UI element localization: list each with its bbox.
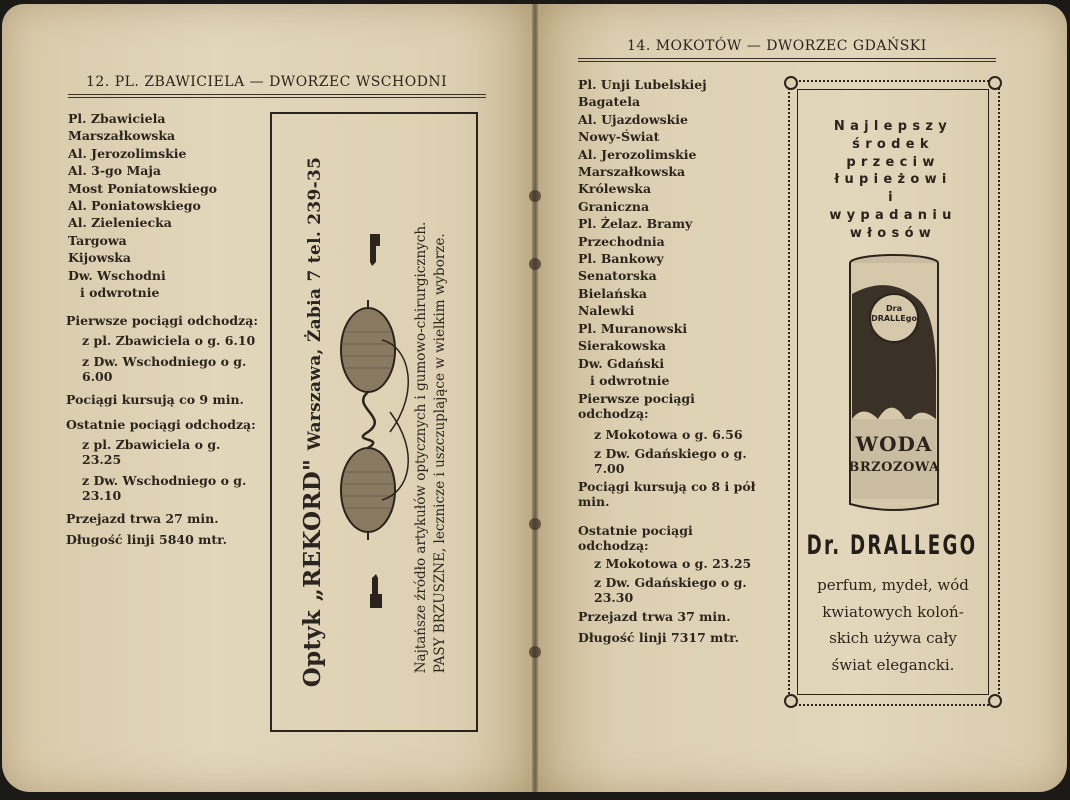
header-rule bbox=[578, 58, 996, 62]
corner-ornament bbox=[988, 76, 1002, 90]
stop-item: Al. Poniatowskiego bbox=[68, 198, 201, 214]
bottle-brand-label: Dra DRALLEgo bbox=[871, 304, 917, 323]
optician-name: Optyk „REKORD" bbox=[299, 458, 326, 688]
optician-address: Warszawa, Żabia 7 tel. 239-35 bbox=[305, 156, 325, 451]
stop-item: Al. Jerozolimskie bbox=[68, 145, 187, 161]
staple bbox=[529, 258, 541, 270]
stop-item: i odwrotnie bbox=[590, 372, 670, 388]
left-page-header: 12. PL. ZBAWICIELA — DWORZEC WSCHODNI bbox=[86, 74, 448, 90]
drallego-tagline bbox=[803, 572, 983, 678]
stop-item: Pl. Unji Lubelskiej bbox=[578, 77, 707, 92]
tagline-line: kwiatowych koloń- bbox=[822, 602, 964, 621]
stop-item: Nalewki bbox=[578, 303, 635, 319]
slogan-line: łupieżowi bbox=[834, 172, 952, 188]
stop-item: Bielańska bbox=[578, 285, 648, 301]
tagline-line: perfum, mydeł, wód bbox=[817, 576, 969, 594]
slogan-line: Najlepszy bbox=[833, 119, 953, 134]
drallego-brand: Dr. DRALLEGO bbox=[806, 530, 978, 561]
book-gutter bbox=[532, 4, 538, 792]
frequency: Pociągi kursują co 8 i pół min. bbox=[578, 479, 756, 509]
staple bbox=[529, 190, 541, 202]
last-trains-label: Ostatnie pociągi odchodzą: bbox=[66, 417, 256, 432]
first-train: z Dw. Wschodniego o g. 6.00 bbox=[82, 354, 247, 384]
stop-item: Pl. Bankowy bbox=[578, 251, 664, 267]
slogan-line: wypadaniu bbox=[829, 207, 957, 223]
stop-item: Sierakowska bbox=[578, 338, 666, 354]
corner-ornament bbox=[784, 76, 798, 90]
last-train: z Dw. Gdańskiego o g. 23.30 bbox=[594, 575, 747, 605]
line-length: Długość linji 5840 mtr. bbox=[66, 532, 227, 547]
stop-item: Al. Jerozolimskie bbox=[578, 146, 697, 162]
tagline-line: skich używa cały bbox=[829, 629, 957, 647]
stop-item: Al. Ujazdowskie bbox=[578, 111, 689, 127]
stop-item: Most Poniatowskiego bbox=[68, 180, 218, 196]
stop-item: Kijowska bbox=[68, 250, 132, 266]
stop-item: Pl. Muranowski bbox=[578, 320, 688, 336]
stop-item: Pl. Zbawiciela bbox=[68, 111, 166, 126]
bottle-label-woda: WODA bbox=[855, 432, 933, 456]
hair-tonic-bottle bbox=[848, 254, 940, 512]
optician-belts: PASY BRZUSZNE, lecznicze i uszczuplające w wielkim wyborze. bbox=[432, 233, 448, 674]
staple bbox=[529, 518, 541, 530]
bottle-label-brzozowa: BRZOZOWA bbox=[848, 460, 940, 475]
last-train: z Mokotowa o g. 23.25 bbox=[594, 556, 752, 571]
left-schedule bbox=[66, 313, 258, 547]
slogan-line: przeciw bbox=[846, 154, 940, 170]
stop-item: Al. Zieleniecka bbox=[68, 215, 172, 231]
pointing-hand-icon bbox=[362, 232, 388, 272]
stop-item: Senatorska bbox=[578, 268, 657, 284]
last-trains-label: Ostatnie pociągi odchodzą: bbox=[578, 523, 693, 553]
stop-item: Marszałkowska bbox=[68, 128, 176, 144]
travel-time: Przejazd trwa 37 min. bbox=[578, 609, 731, 624]
stop-item: Dw. Gdański bbox=[578, 355, 665, 371]
pointing-hand-icon bbox=[362, 572, 388, 612]
frequency: Pociągi kursują co 9 min. bbox=[66, 392, 244, 407]
stop-item: Targowa bbox=[68, 232, 127, 248]
first-trains-label: Pierwsze pociągi odchodzą: bbox=[578, 391, 695, 421]
stop-item: Nowy-Świat bbox=[578, 129, 660, 145]
last-train: z Dw. Wschodniego o g. 23.10 bbox=[82, 473, 247, 503]
corner-ornament bbox=[784, 694, 798, 708]
right-schedule bbox=[578, 391, 766, 645]
corner-ornament bbox=[988, 694, 1002, 708]
stop-item: Marszałkowska bbox=[578, 164, 686, 180]
stop-item: Bagatela bbox=[578, 94, 641, 110]
stop-item: Graniczna bbox=[578, 198, 650, 214]
last-train: z pl. Zbawiciela o g. 23.25 bbox=[82, 437, 221, 467]
header-rule bbox=[68, 94, 486, 98]
staple bbox=[529, 646, 541, 658]
spectacles-illustration bbox=[320, 232, 440, 622]
right-stop-list bbox=[578, 76, 707, 389]
stop-item: Królewska bbox=[578, 181, 652, 197]
stop-item: i odwrotnie bbox=[80, 285, 160, 301]
first-train: z Mokotowa o g. 6.56 bbox=[594, 427, 743, 442]
tagline-line: świat elegancki. bbox=[831, 655, 955, 674]
stop-item: Pl. Żelaz. Bramy bbox=[578, 216, 693, 232]
stop-item: Przechodnia bbox=[578, 233, 665, 249]
first-train: z Dw. Gdańskiego o g. 7.00 bbox=[594, 446, 747, 476]
stop-item: Dw. Wschodni bbox=[68, 267, 166, 283]
optician-products: Najtańsze źródło artykułów optycznych i gumowo-chirurgicznych. bbox=[413, 221, 429, 674]
stop-item: Al. 3-go Maja bbox=[68, 163, 162, 179]
left-stop-list bbox=[68, 110, 217, 301]
line-length: Długość linji 7317 mtr. bbox=[578, 630, 739, 645]
slogan-line: i bbox=[888, 190, 898, 206]
first-train: z pl. Zbawiciela o g. 6.10 bbox=[82, 333, 256, 348]
right-page-header: 14. MOKOTÓW — DWORZEC GDAŃSKI bbox=[627, 38, 927, 54]
drallego-slogan bbox=[803, 118, 983, 243]
slogan-line: środek bbox=[852, 136, 934, 152]
slogan-line: włosów bbox=[849, 225, 937, 241]
travel-time: Przejazd trwa 27 min. bbox=[66, 511, 219, 526]
optician-advertisement bbox=[270, 112, 478, 732]
first-trains-label: Pierwsze pociągi odchodzą: bbox=[66, 313, 258, 328]
